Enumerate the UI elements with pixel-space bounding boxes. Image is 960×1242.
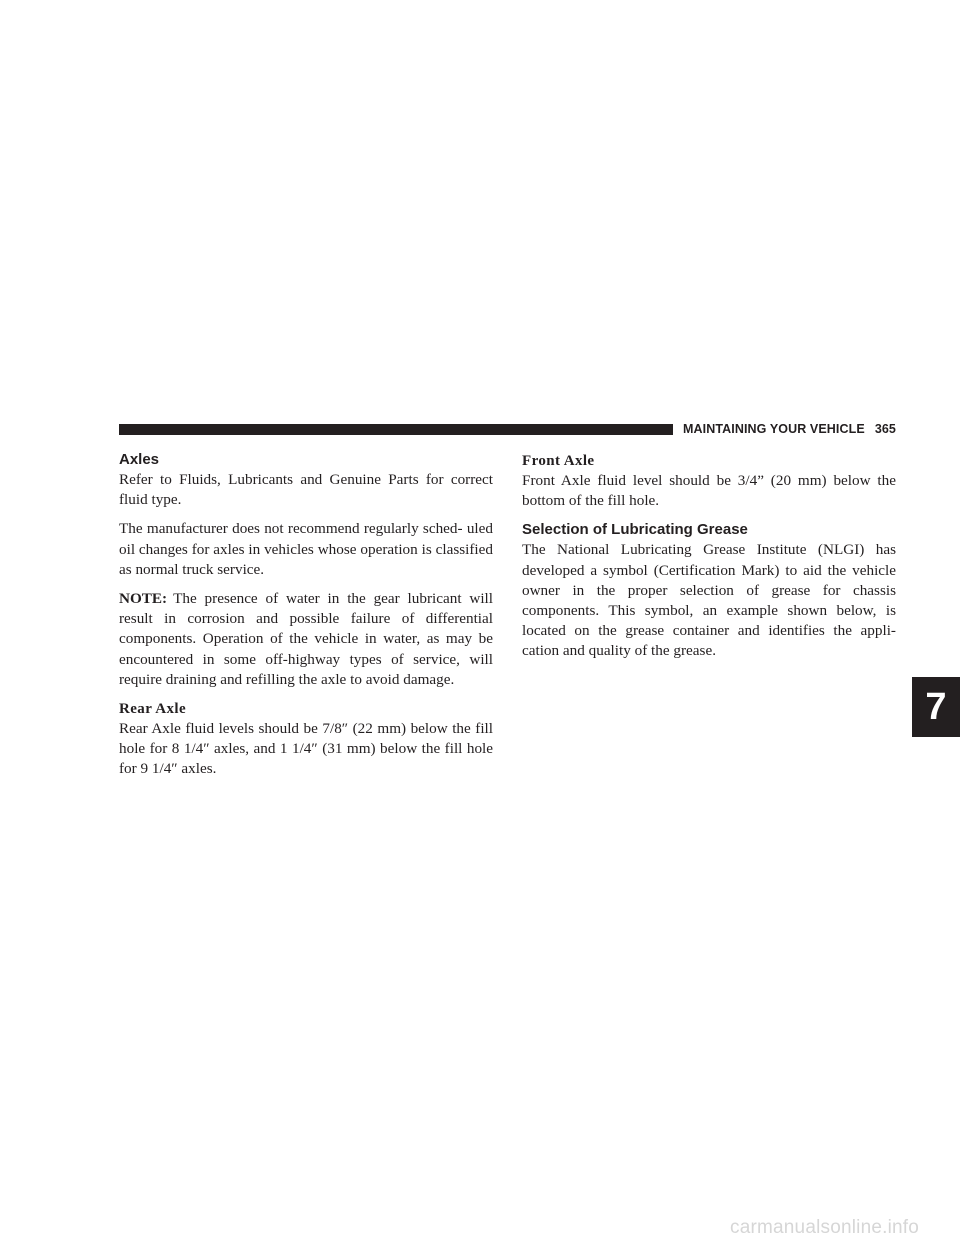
axles-paragraph-2: The manufacturer does not recommend regularly sched- uled oil changes for axles in vehicles whose operation is classified as normal truck service. xyxy=(119,520,493,578)
chapter-tab: 7 xyxy=(912,677,960,737)
right-column xyxy=(522,451,896,662)
header-rule xyxy=(119,424,673,435)
note-label: NOTE: xyxy=(119,590,168,608)
note-text: The presence of water in the gear lubricant will result in corrosion and possible failure of differential components. Operation of the vehicle in water, as may be encountered in some off-highway types of service, will require draining and refilling the axle to avoid damage. xyxy=(119,590,493,688)
grease-text: The National Lubricating Grease Institute (NLGI) has developed a symbol (Certification Mark) to aid the vehicle owner in the proper selection of grease for chassis components. This symbol, an example shown below, is located on the grease container and identifies the appli- cation and quality of the grease. xyxy=(522,541,896,660)
axles-paragraph-1: Refer to Fluids, Lubricants and Genuine Parts for correct fluid type. xyxy=(119,471,493,509)
running-header xyxy=(683,422,896,437)
left-column xyxy=(119,450,493,780)
page-number: 365 xyxy=(874,422,896,436)
axles-heading: Axles xyxy=(119,451,160,468)
rear-axle-text: Rear Axle fluid levels should be 7/8″ (22 mm) below the fill hole for 8 1/4″ axles, and 1 1/4″ (31 mm) below the fill hole for 9 1/4″ axles. xyxy=(119,720,493,778)
section-title: MAINTAINING YOUR VEHICLE xyxy=(683,422,865,436)
note-paragraph xyxy=(119,589,493,690)
front-axle-heading: Front Axle xyxy=(522,453,595,469)
grease-heading: Selection of Lubricating Grease xyxy=(522,521,748,539)
rear-axle-heading: Rear Axle xyxy=(119,701,187,718)
watermark: carmanualsonline.info xyxy=(730,1217,920,1238)
front-axle-text: Front Axle fluid level should be 3/4” (20 mm) below the bottom of the fill hole. xyxy=(522,472,896,510)
